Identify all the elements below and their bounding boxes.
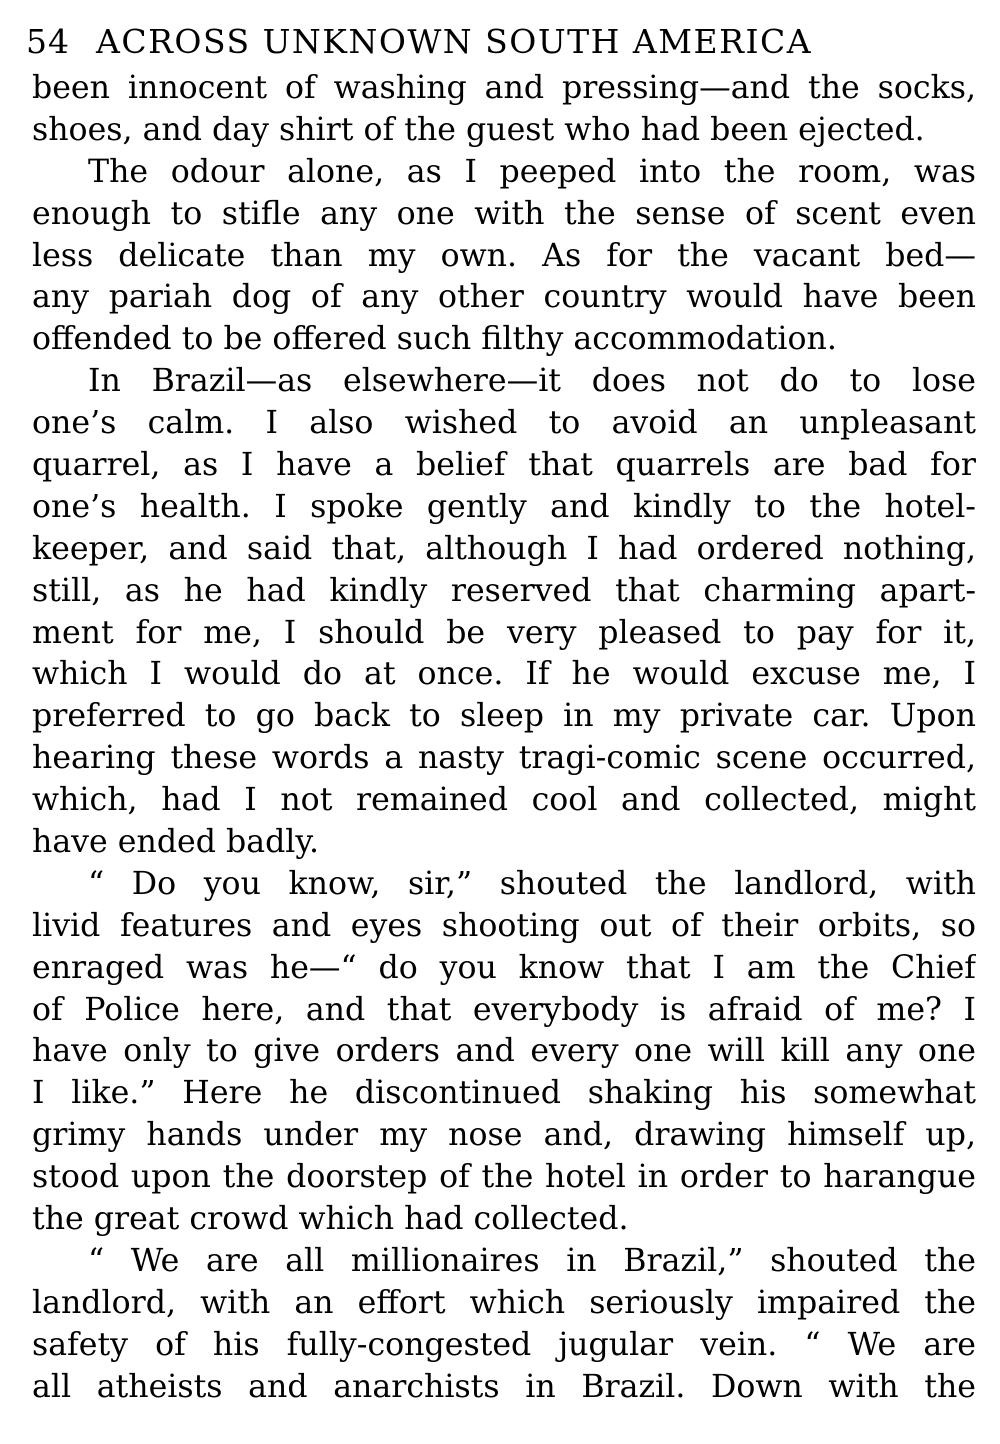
text-line: which I would do at once. If he would excuse me, I: [32, 656, 976, 693]
running-title: ACROSS UNKNOWN SOUTH AMERICA: [96, 22, 813, 61]
text-line: shoes, and day shirt of the guest who had been ejected.: [32, 111, 925, 148]
text-line: have only to give orders and every one will kill any one: [32, 1033, 976, 1070]
text-line: safety of his fully-congested jugular vein. “ We are: [32, 1326, 976, 1363]
text-line: offended to be offered such filthy accommodation.: [32, 321, 837, 358]
text-line: “ We are all millionaires in Brazil,” shouted the: [88, 1242, 976, 1279]
text-line: The odour alone, as I peeped into the room, was: [88, 153, 976, 190]
text-line: ment for me, I should be very pleased to pay for it,: [32, 614, 976, 651]
running-head: [26, 22, 976, 68]
text-line: which, had I not remained cool and collected, might: [32, 782, 976, 819]
text-line: “ Do you know, sir,” shouted the landlord, with: [88, 865, 976, 902]
text-line: quarrel, as I have a belief that quarrels are bad for: [32, 447, 976, 484]
text-line: of Police here, and that everybody is afraid of me? I: [32, 991, 976, 1028]
text-line: any pariah dog of any other country would have been: [32, 279, 976, 316]
body-text: [32, 68, 976, 1409]
text-line: hearing these words a nasty tragi-comic scene occurred,: [32, 740, 976, 777]
text-line: preferred to go back to sleep in my private car. Upon: [32, 698, 976, 735]
text-line: enraged was he—“ do you know that I am the Chief: [32, 949, 976, 986]
text-line: been innocent of washing and pressing—and the socks,: [32, 70, 976, 106]
text-line: I like.” Here he discontinued shaking his somewhat: [32, 1075, 976, 1112]
book-page: [26, 22, 976, 1409]
text-line: landlord, with an effort which seriously impaired the: [32, 1284, 976, 1321]
text-line: In Brazil—as elsewhere—it does not do to lose: [88, 363, 976, 400]
text-line: grimy hands under my nose and, drawing himself up,: [32, 1117, 976, 1154]
text-line: the great crowd which had collected.: [32, 1201, 629, 1238]
text-line: livid features and eyes shooting out of their orbits, so: [32, 907, 976, 944]
page-number: 54: [26, 22, 70, 61]
text-line: stood upon the doorstep of the hotel in order to harangue: [32, 1159, 976, 1196]
text-line: have ended badly.: [32, 824, 320, 861]
text-line: one’s calm. I also wished to avoid an unpleasant: [32, 405, 976, 442]
text-line: still, as he had kindly reserved that charming apart-: [32, 572, 976, 609]
text-line: less delicate than my own. As for the vacant bed—: [32, 237, 976, 274]
text-line: keeper, and said that, although I had ordered nothing,: [32, 530, 976, 567]
text-line: one’s health. I spoke gently and kindly to the hotel-: [32, 488, 976, 525]
text-line: all atheists and anarchists in Brazil. Down with the: [32, 1368, 976, 1405]
text-line: enough to stifle any one with the sense of scent even: [32, 195, 976, 232]
